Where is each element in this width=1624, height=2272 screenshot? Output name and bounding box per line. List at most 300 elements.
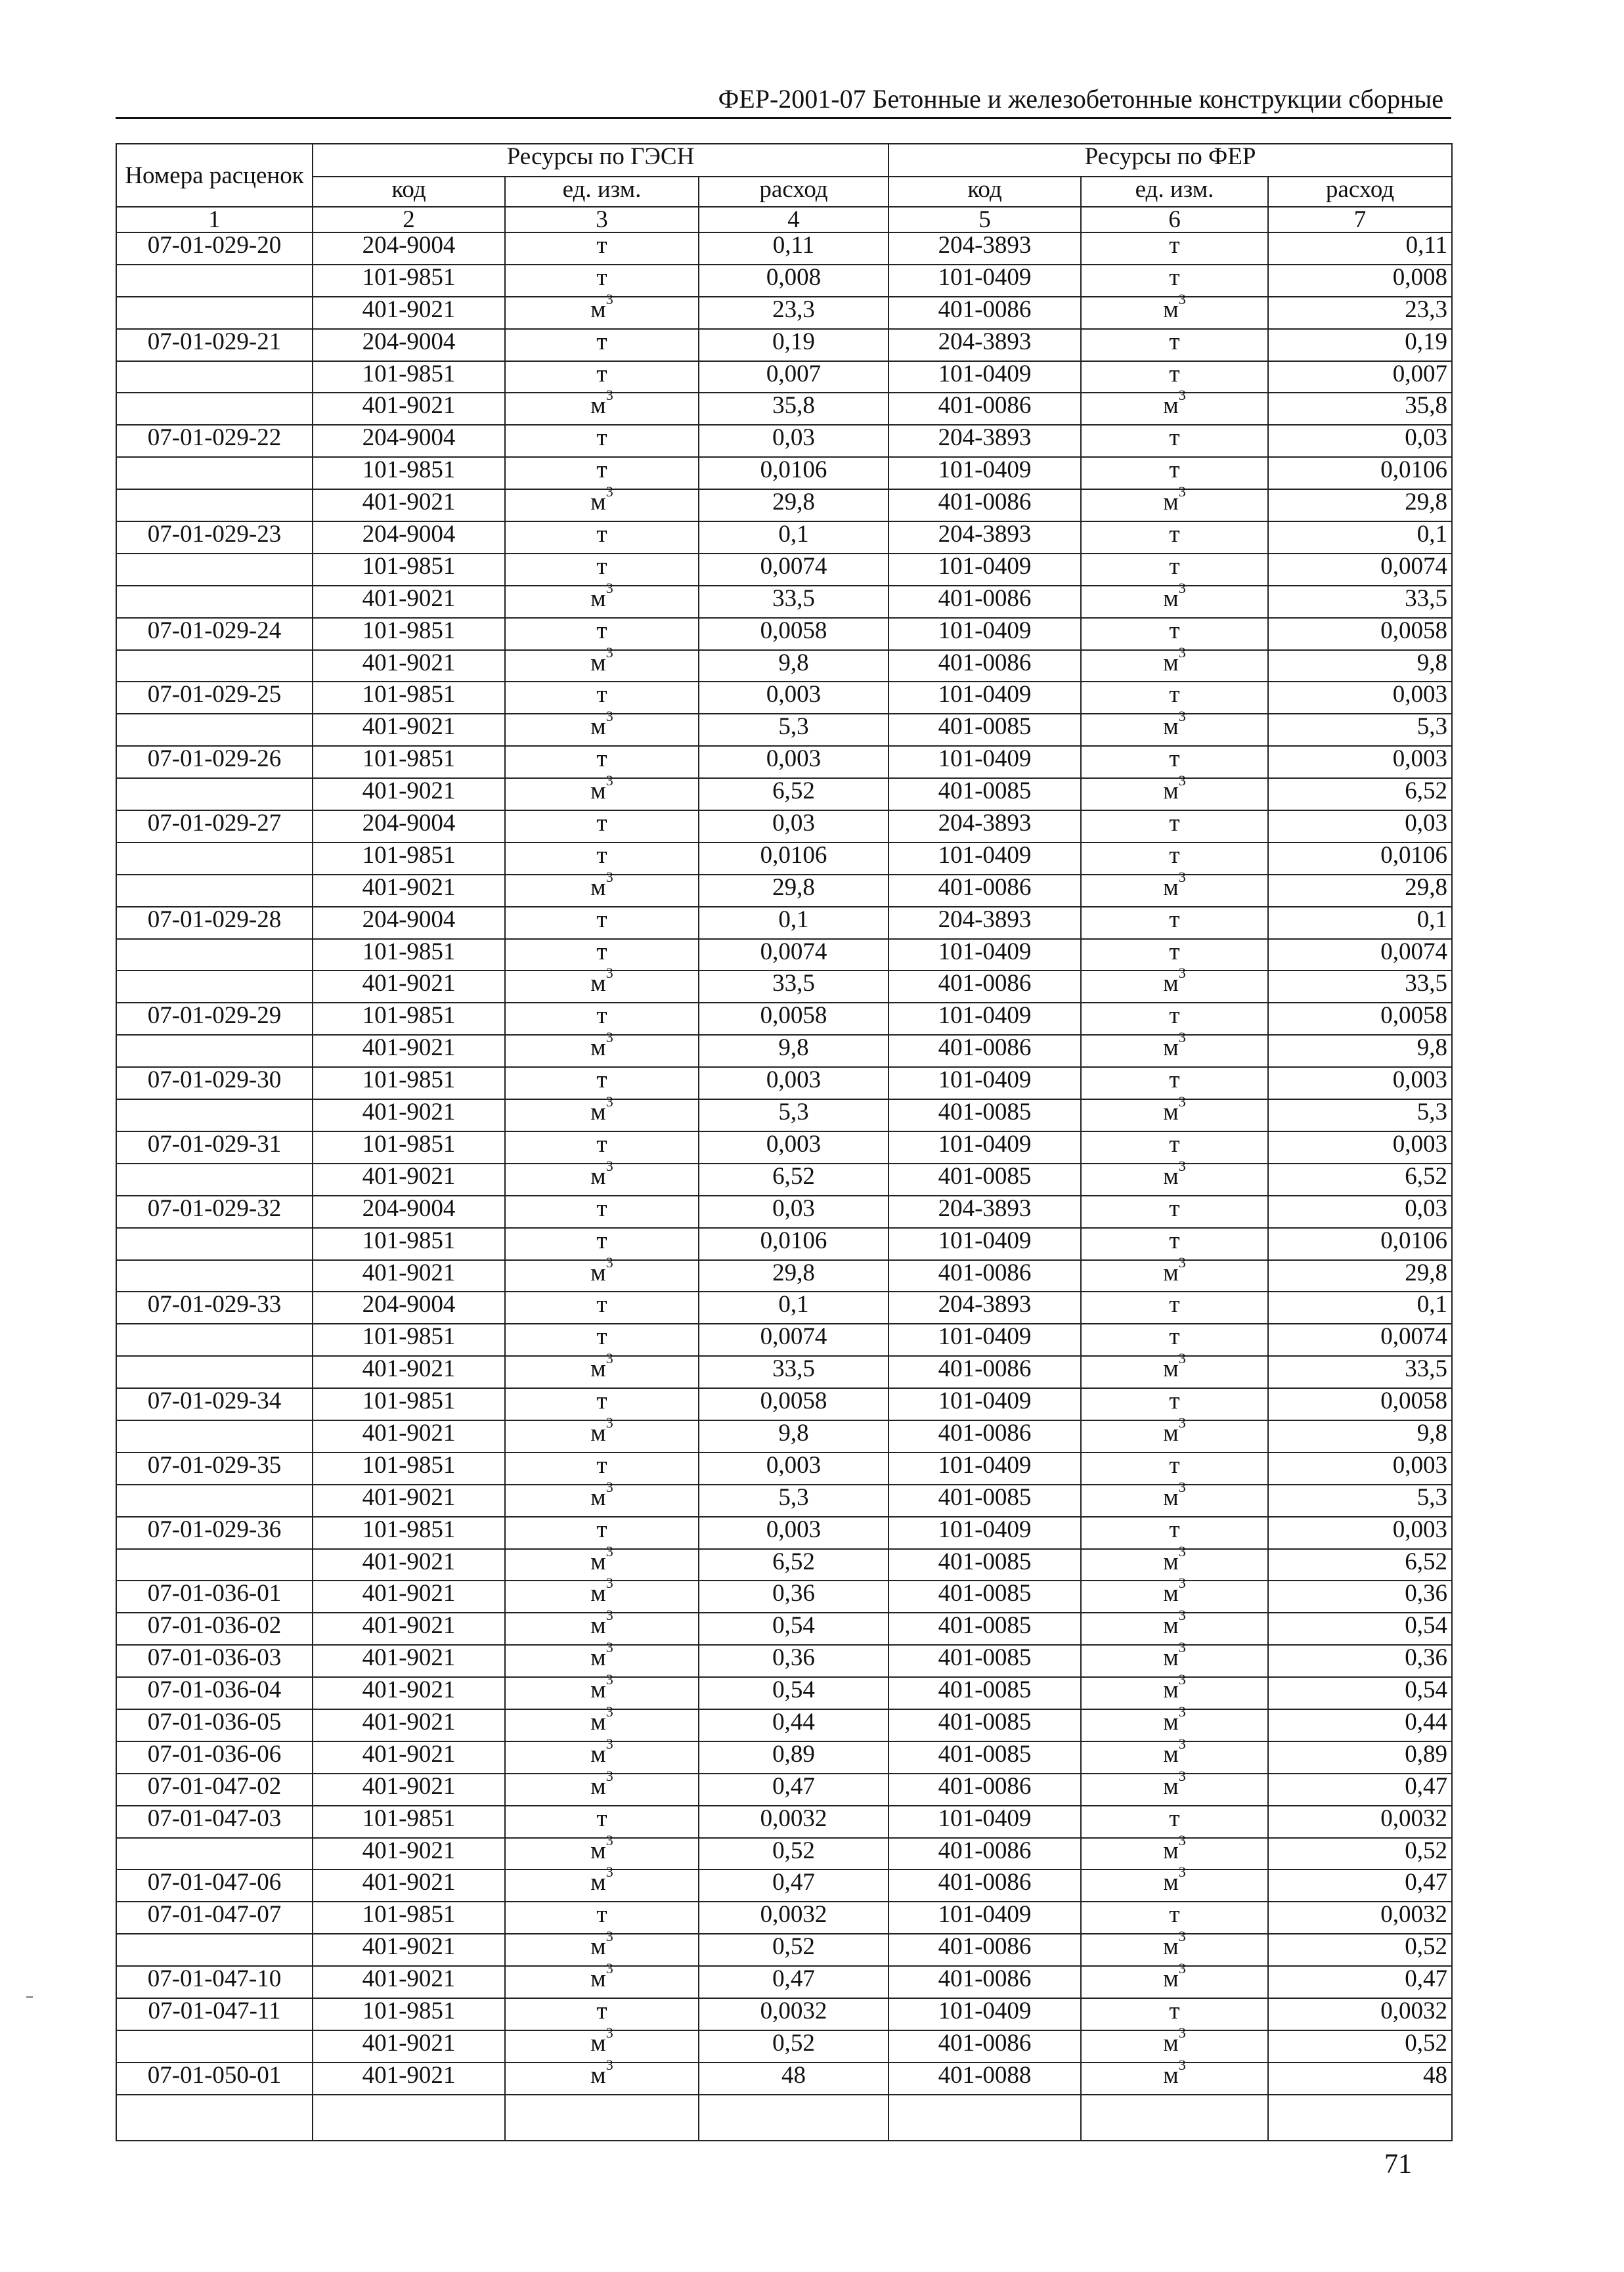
fer-code-cell: 401-0088	[889, 2063, 1081, 2095]
gesn-code-cell: 401-9021	[313, 1356, 505, 1388]
gesn-code-cell: 401-9021	[313, 586, 505, 618]
fer-unit-cell: т	[1081, 1453, 1268, 1485]
fer-code-cell: 401-0086	[889, 1869, 1081, 1902]
gesn-unit-cell: $м^3$	[505, 1774, 699, 1806]
gesn-code-cell: 101-9851	[313, 1388, 505, 1420]
gesn-resources-header: Ресурсы по ГЭСН	[313, 144, 889, 177]
fer-unit-cell: $м^3$	[1081, 1966, 1268, 1998]
gesn-qty-cell: 0,003	[699, 1517, 889, 1549]
gesn-code-cell: 401-9021	[313, 1677, 505, 1709]
fer-unit-cell: т	[1081, 457, 1268, 489]
rate-cell	[116, 842, 313, 875]
gesn-code-cell: 401-9021	[313, 1613, 505, 1645]
gesn-qty-cell: 0,1	[699, 521, 889, 554]
table-row	[116, 650, 1452, 682]
table-row	[116, 778, 1452, 810]
fer-qty-cell: 0,36	[1268, 1581, 1452, 1613]
blank-cell	[1081, 2095, 1268, 2141]
gesn-unit-cell: т	[505, 554, 699, 586]
fer-code-cell: 101-0409	[889, 1806, 1081, 1838]
fer-code-cell: 401-0086	[889, 875, 1081, 907]
rate-cell	[116, 1260, 313, 1292]
blank-cell	[505, 2095, 699, 2141]
fer-code-cell: 401-0085	[889, 714, 1081, 746]
fer-code-cell: 401-0086	[889, 1838, 1081, 1870]
fer-qty-cell: 0,0032	[1268, 1902, 1452, 1934]
gesn-code-cell: 401-9021	[313, 1934, 505, 1966]
table-row	[116, 1838, 1452, 1870]
gesn-unit-cell: $м^3$	[505, 1709, 699, 1741]
fer-code-cell: 204-3893	[889, 521, 1081, 554]
rate-cell: 07-01-047-07	[116, 1902, 313, 1934]
fer-unit-cell: $м^3$	[1081, 650, 1268, 682]
fer-code-cell: 101-0409	[889, 1003, 1081, 1035]
gesn-qty-cell: 6,52	[699, 778, 889, 810]
gesn-unit-cell: $м^3$	[505, 971, 699, 1003]
fer-qty-cell: 0,0058	[1268, 618, 1452, 650]
fer-unit-cell: $м^3$	[1081, 1774, 1268, 1806]
gesn-code-cell: 401-9021	[313, 1260, 505, 1292]
fer-code-cell: 101-0409	[889, 618, 1081, 650]
column-number: 1	[116, 207, 313, 232]
fer-unit-cell: $м^3$	[1081, 586, 1268, 618]
fer-code-cell: 401-0086	[889, 489, 1081, 521]
fer-unit-cell: т	[1081, 1003, 1268, 1035]
fer-unit-cell: т	[1081, 907, 1268, 939]
fer-code-cell: 401-0086	[889, 1966, 1081, 1998]
gesn-unit-cell: т	[505, 265, 699, 297]
fer-qty-cell: 0,19	[1268, 329, 1452, 361]
gesn-qty-cell: 0,0074	[699, 554, 889, 586]
fer-unit-cell: $м^3$	[1081, 1934, 1268, 1966]
fer-unit-cell: т	[1081, 746, 1268, 778]
gesn-qty-cell: 0,52	[699, 2030, 889, 2063]
fer-code-cell: 401-0086	[889, 1774, 1081, 1806]
gesn-unit-cell: $м^3$	[505, 1549, 699, 1581]
gesn-unit-cell: $м^3$	[505, 1677, 699, 1709]
gesn-code-cell: 101-9851	[313, 1453, 505, 1485]
fer-qty-cell: 0,0074	[1268, 554, 1452, 586]
gesn-code-cell: 204-9004	[313, 232, 505, 265]
gesn-code-cell: 401-9021	[313, 778, 505, 810]
fer-qty-cell: 9,8	[1268, 650, 1452, 682]
fer-unit-cell: $м^3$	[1081, 489, 1268, 521]
fer-unit-cell: т	[1081, 1806, 1268, 1838]
gesn-code-cell: 401-9021	[313, 650, 505, 682]
table-row	[116, 1099, 1452, 1131]
gesn-unit-cell: $м^3$	[505, 1035, 699, 1067]
fer-unit-cell: $м^3$	[1081, 971, 1268, 1003]
fer-code-cell: 101-0409	[889, 1517, 1081, 1549]
gesn-unit-cell: т	[505, 1324, 699, 1356]
rate-cell: 07-01-029-30	[116, 1067, 313, 1099]
gesn-unit-cell: т	[505, 329, 699, 361]
table-row	[116, 425, 1452, 457]
table-row	[116, 586, 1452, 618]
table-row	[116, 489, 1452, 521]
fer-code-cell: 101-0409	[889, 1998, 1081, 2030]
table-row	[116, 1709, 1452, 1741]
fer-qty-cell: 0,0074	[1268, 939, 1452, 971]
fer-unit-cell: $м^3$	[1081, 1613, 1268, 1645]
gesn-unit-cell: т	[505, 1902, 699, 1934]
gesn-qty-cell: 9,8	[699, 1035, 889, 1067]
fer-qty-cell: 0,1	[1268, 521, 1452, 554]
gesn-qty-cell: 0,003	[699, 1067, 889, 1099]
rate-cell	[116, 457, 313, 489]
fer-unit-cell: т	[1081, 1067, 1268, 1099]
fer-unit-cell: т	[1081, 521, 1268, 554]
fer-unit-cell: $м^3$	[1081, 1869, 1268, 1902]
gesn-code-cell: 401-9021	[313, 1420, 505, 1453]
gesn-qty-cell: 0,0032	[699, 1806, 889, 1838]
rate-cell: 07-01-029-21	[116, 329, 313, 361]
table-row	[116, 265, 1452, 297]
table-row	[116, 329, 1452, 361]
fer-unit-cell: т	[1081, 425, 1268, 457]
table-row	[116, 907, 1452, 939]
rate-cell: 07-01-036-02	[116, 1613, 313, 1645]
fer-unit-cell: т	[1081, 939, 1268, 971]
fer-unit-cell: т	[1081, 1998, 1268, 2030]
fer-code-cell: 101-0409	[889, 1067, 1081, 1099]
fer-qty-cell: 9,8	[1268, 1035, 1452, 1067]
fer-code-cell: 204-3893	[889, 232, 1081, 265]
gesn-unit-cell: $м^3$	[505, 650, 699, 682]
gesn-code-cell: 204-9004	[313, 1196, 505, 1228]
fer-qty-cell: 48	[1268, 2063, 1452, 2095]
gesn-qty-cell: 33,5	[699, 1356, 889, 1388]
rate-cell	[116, 1324, 313, 1356]
gesn-unit-cell: $м^3$	[505, 1869, 699, 1902]
table-body	[116, 232, 1452, 2141]
rate-cell	[116, 1838, 313, 1870]
table-row	[116, 714, 1452, 746]
fer-resources-header: Ресурсы по ФЕР	[889, 144, 1452, 177]
rate-cell: 07-01-029-24	[116, 618, 313, 650]
gesn-qty-cell: 5,3	[699, 1099, 889, 1131]
gesn-qty-cell: 0,0106	[699, 842, 889, 875]
fer-unit-cell: $м^3$	[1081, 1549, 1268, 1581]
column-number: 6	[1081, 207, 1268, 232]
gesn-code-cell: 101-9851	[313, 1902, 505, 1934]
table-row	[116, 1324, 1452, 1356]
gesn-code-cell: 401-9021	[313, 1164, 505, 1196]
gesn-code-cell: 204-9004	[313, 810, 505, 842]
fer-unit-cell: т	[1081, 842, 1268, 875]
table-row	[116, 1164, 1452, 1196]
gesn-qty-cell: 35,8	[699, 393, 889, 425]
rate-cell	[116, 393, 313, 425]
fer-unit-cell: $м^3$	[1081, 1035, 1268, 1067]
fer-qty-cell: 6,52	[1268, 1164, 1452, 1196]
fer-qty-cell: 0,52	[1268, 1934, 1452, 1966]
table-row	[116, 297, 1452, 329]
scan-artifact	[26, 1996, 33, 1998]
fer-code-cell: 401-0085	[889, 1645, 1081, 1677]
fer-code-cell: 401-0086	[889, 1035, 1081, 1067]
fer-unit-cell: $м^3$	[1081, 1164, 1268, 1196]
gesn-unit-cell: $м^3$	[505, 1613, 699, 1645]
gesn-code-cell: 401-9021	[313, 2063, 505, 2095]
rate-cell: 07-01-029-25	[116, 682, 313, 714]
gesn-qty-cell: 0,003	[699, 746, 889, 778]
fer-code-cell: 401-0085	[889, 1613, 1081, 1645]
fer-qty-cell: 0,89	[1268, 1741, 1452, 1774]
table-row	[116, 1998, 1452, 2030]
fer-unit-cell: $м^3$	[1081, 297, 1268, 329]
rate-cell: 07-01-036-03	[116, 1645, 313, 1677]
gesn-qty-cell: 0,54	[699, 1677, 889, 1709]
rate-cell	[116, 2030, 313, 2063]
table-row	[116, 842, 1452, 875]
gesn-unit-cell: т	[505, 457, 699, 489]
gesn-unit-cell: $м^3$	[505, 875, 699, 907]
gesn-unit-cell: $м^3$	[505, 1838, 699, 1870]
gesn-qty-cell: 29,8	[699, 875, 889, 907]
table-row	[116, 618, 1452, 650]
fer-code-cell: 401-0085	[889, 1741, 1081, 1774]
fer-qty-cell: 0,003	[1268, 1453, 1452, 1485]
fer-unit-cell: $м^3$	[1081, 875, 1268, 907]
page-number: 71	[1384, 2149, 1412, 2179]
gesn-qty-cell: 0,0032	[699, 1998, 889, 2030]
fer-qty-cell: 0,0032	[1268, 1998, 1452, 2030]
fer-qty-cell: 0,36	[1268, 1645, 1452, 1677]
rate-cell: 07-01-029-32	[116, 1196, 313, 1228]
rate-cell: 07-01-047-06	[116, 1869, 313, 1902]
gesn-unit-cell: т	[505, 746, 699, 778]
fer-code-cell: 204-3893	[889, 1292, 1081, 1324]
rate-cell	[116, 1934, 313, 1966]
fer-unit-cell: $м^3$	[1081, 1838, 1268, 1870]
blank-cell	[116, 2095, 313, 2141]
gesn-code-cell: 401-9021	[313, 1549, 505, 1581]
blank-cell	[313, 2095, 505, 2141]
fer-unit-cell: $м^3$	[1081, 714, 1268, 746]
rate-cell: 07-01-029-28	[116, 907, 313, 939]
fer-unit-cell: $м^3$	[1081, 1485, 1268, 1517]
fer-code-header: код	[889, 177, 1081, 207]
fer-unit-cell: $м^3$	[1081, 1356, 1268, 1388]
gesn-unit-cell: т	[505, 618, 699, 650]
table-row	[116, 1613, 1452, 1645]
gesn-qty-cell: 29,8	[699, 489, 889, 521]
fer-qty-header: расход	[1268, 177, 1452, 207]
gesn-code-cell: 101-9851	[313, 554, 505, 586]
fer-unit-cell: $м^3$	[1081, 1099, 1268, 1131]
gesn-code-cell: 401-9021	[313, 393, 505, 425]
table-row	[116, 939, 1452, 971]
gesn-code-cell: 401-9021	[313, 1869, 505, 1902]
gesn-qty-cell: 0,0032	[699, 1902, 889, 1934]
fer-qty-cell: 0,0074	[1268, 1324, 1452, 1356]
rate-cell	[116, 265, 313, 297]
gesn-code-cell: 101-9851	[313, 618, 505, 650]
gesn-code-cell: 101-9851	[313, 1003, 505, 1035]
blank-cell	[699, 2095, 889, 2141]
fer-code-cell: 204-3893	[889, 425, 1081, 457]
table-row	[116, 682, 1452, 714]
gesn-qty-cell: 0,0058	[699, 618, 889, 650]
table-row	[116, 810, 1452, 842]
table-row	[116, 1966, 1452, 1998]
gesn-code-cell: 204-9004	[313, 329, 505, 361]
fer-code-cell: 401-0085	[889, 778, 1081, 810]
gesn-qty-cell: 0,0106	[699, 457, 889, 489]
fer-code-cell: 401-0086	[889, 2030, 1081, 2063]
fer-qty-cell: 0,0106	[1268, 1228, 1452, 1260]
fer-qty-cell: 33,5	[1268, 1356, 1452, 1388]
fer-code-cell: 204-3893	[889, 907, 1081, 939]
fer-qty-cell: 29,8	[1268, 875, 1452, 907]
rate-cell	[116, 1420, 313, 1453]
gesn-unit-cell: $м^3$	[505, 1645, 699, 1677]
table-row	[116, 875, 1452, 907]
fer-qty-cell: 0,007	[1268, 361, 1452, 393]
gesn-unit-cell: $м^3$	[505, 586, 699, 618]
table-row	[116, 2030, 1452, 2063]
fer-qty-cell: 0,54	[1268, 1613, 1452, 1645]
fer-qty-cell: 33,5	[1268, 971, 1452, 1003]
gesn-code-cell: 101-9851	[313, 1228, 505, 1260]
fer-qty-cell: 29,8	[1268, 489, 1452, 521]
fer-qty-cell: 23,3	[1268, 297, 1452, 329]
gesn-unit-cell: т	[505, 425, 699, 457]
gesn-unit-cell: $м^3$	[505, 1260, 699, 1292]
running-header	[116, 84, 1451, 119]
gesn-code-cell: 101-9851	[313, 1067, 505, 1099]
rate-cell: 07-01-029-20	[116, 232, 313, 265]
fer-code-cell: 101-0409	[889, 1228, 1081, 1260]
rate-number-header: Номера расценок	[116, 144, 313, 207]
gesn-code-cell: 401-9021	[313, 971, 505, 1003]
gesn-unit-cell: $м^3$	[505, 393, 699, 425]
fer-qty-cell: 0,1	[1268, 907, 1452, 939]
fer-qty-cell: 0,03	[1268, 810, 1452, 842]
gesn-code-cell: 401-9021	[313, 1099, 505, 1131]
fer-code-cell: 204-3893	[889, 810, 1081, 842]
fer-unit-cell: т	[1081, 1324, 1268, 1356]
fer-unit-cell: т	[1081, 1131, 1268, 1164]
table-row	[116, 1228, 1452, 1260]
header-title: ФЕР-2001-07 Бетонные и железобетонные конструкции сборные	[718, 84, 1443, 114]
rate-cell	[116, 971, 313, 1003]
table-row	[116, 1292, 1452, 1324]
fer-unit-cell: т	[1081, 1196, 1268, 1228]
gesn-code-cell: 101-9851	[313, 1324, 505, 1356]
fer-qty-cell: 5,3	[1268, 714, 1452, 746]
gesn-unit-cell: т	[505, 939, 699, 971]
gesn-unit-cell: т	[505, 361, 699, 393]
column-numbers-row	[116, 207, 1452, 232]
fer-unit-cell: т	[1081, 265, 1268, 297]
column-number: 3	[505, 207, 699, 232]
fer-code-cell: 204-3893	[889, 1196, 1081, 1228]
fer-unit-header: ед. изм.	[1081, 177, 1268, 207]
gesn-code-cell: 101-9851	[313, 842, 505, 875]
rate-cell: 07-01-047-02	[116, 1774, 313, 1806]
gesn-code-cell: 101-9851	[313, 682, 505, 714]
fer-code-cell: 401-0086	[889, 393, 1081, 425]
table-row	[116, 554, 1452, 586]
column-number: 7	[1268, 207, 1452, 232]
gesn-code-cell: 401-9021	[313, 1485, 505, 1517]
rate-cell: 07-01-029-22	[116, 425, 313, 457]
fer-unit-cell: т	[1081, 682, 1268, 714]
fer-code-cell: 204-3893	[889, 329, 1081, 361]
fer-code-cell: 101-0409	[889, 1388, 1081, 1420]
gesn-qty-cell: 33,5	[699, 971, 889, 1003]
fer-code-cell: 101-0409	[889, 682, 1081, 714]
gesn-qty-cell: 0,47	[699, 1966, 889, 1998]
gesn-qty-cell: 0,008	[699, 265, 889, 297]
fer-unit-cell: $м^3$	[1081, 1709, 1268, 1741]
rate-cell: 07-01-047-11	[116, 1998, 313, 2030]
gesn-code-cell: 401-9021	[313, 489, 505, 521]
rate-cell: 07-01-047-10	[116, 1966, 313, 1998]
column-number: 5	[889, 207, 1081, 232]
gesn-unit-cell: т	[505, 1196, 699, 1228]
gesn-qty-cell: 0,03	[699, 810, 889, 842]
fer-qty-cell: 0,008	[1268, 265, 1452, 297]
fer-unit-cell: т	[1081, 1517, 1268, 1549]
gesn-qty-cell: 9,8	[699, 650, 889, 682]
gesn-code-cell: 204-9004	[313, 521, 505, 554]
table-row	[116, 1035, 1452, 1067]
gesn-code-cell: 101-9851	[313, 361, 505, 393]
table-row	[116, 457, 1452, 489]
table-row	[116, 1067, 1452, 1099]
gesn-qty-cell: 0,89	[699, 1741, 889, 1774]
fer-qty-cell: 0,52	[1268, 2030, 1452, 2063]
rate-cell: 07-01-036-01	[116, 1581, 313, 1613]
gesn-unit-cell: $м^3$	[505, 489, 699, 521]
table-row	[116, 232, 1452, 265]
fer-unit-cell: $м^3$	[1081, 2063, 1268, 2095]
gesn-code-cell: 401-9021	[313, 1709, 505, 1741]
gesn-unit-cell: т	[505, 1998, 699, 2030]
rate-cell: 07-01-029-27	[116, 810, 313, 842]
column-number: 2	[313, 207, 505, 232]
rate-cell	[116, 1035, 313, 1067]
fer-code-cell: 101-0409	[889, 1131, 1081, 1164]
fer-unit-cell: $м^3$	[1081, 2030, 1268, 2063]
table-row	[116, 1260, 1452, 1292]
fer-qty-cell: 0,1	[1268, 1292, 1452, 1324]
gesn-unit-cell: т	[505, 907, 699, 939]
rate-cell	[116, 586, 313, 618]
fer-unit-cell: т	[1081, 329, 1268, 361]
gesn-code-cell: 401-9021	[313, 1966, 505, 1998]
rate-cell	[116, 939, 313, 971]
rate-cell: 07-01-029-34	[116, 1388, 313, 1420]
gesn-code-cell: 401-9021	[313, 2030, 505, 2063]
fer-qty-cell: 35,8	[1268, 393, 1452, 425]
resources-table	[116, 143, 1453, 2141]
table-row	[116, 1420, 1452, 1453]
gesn-unit-cell: $м^3$	[505, 778, 699, 810]
fer-unit-cell: $м^3$	[1081, 1741, 1268, 1774]
fer-unit-cell: т	[1081, 232, 1268, 265]
rate-cell	[116, 650, 313, 682]
rate-cell: 07-01-036-04	[116, 1677, 313, 1709]
table-row	[116, 1453, 1452, 1485]
gesn-unit-cell: т	[505, 810, 699, 842]
fer-unit-cell: т	[1081, 1902, 1268, 1934]
fer-qty-cell: 0,003	[1268, 1067, 1452, 1099]
fer-code-cell: 401-0085	[889, 1549, 1081, 1581]
